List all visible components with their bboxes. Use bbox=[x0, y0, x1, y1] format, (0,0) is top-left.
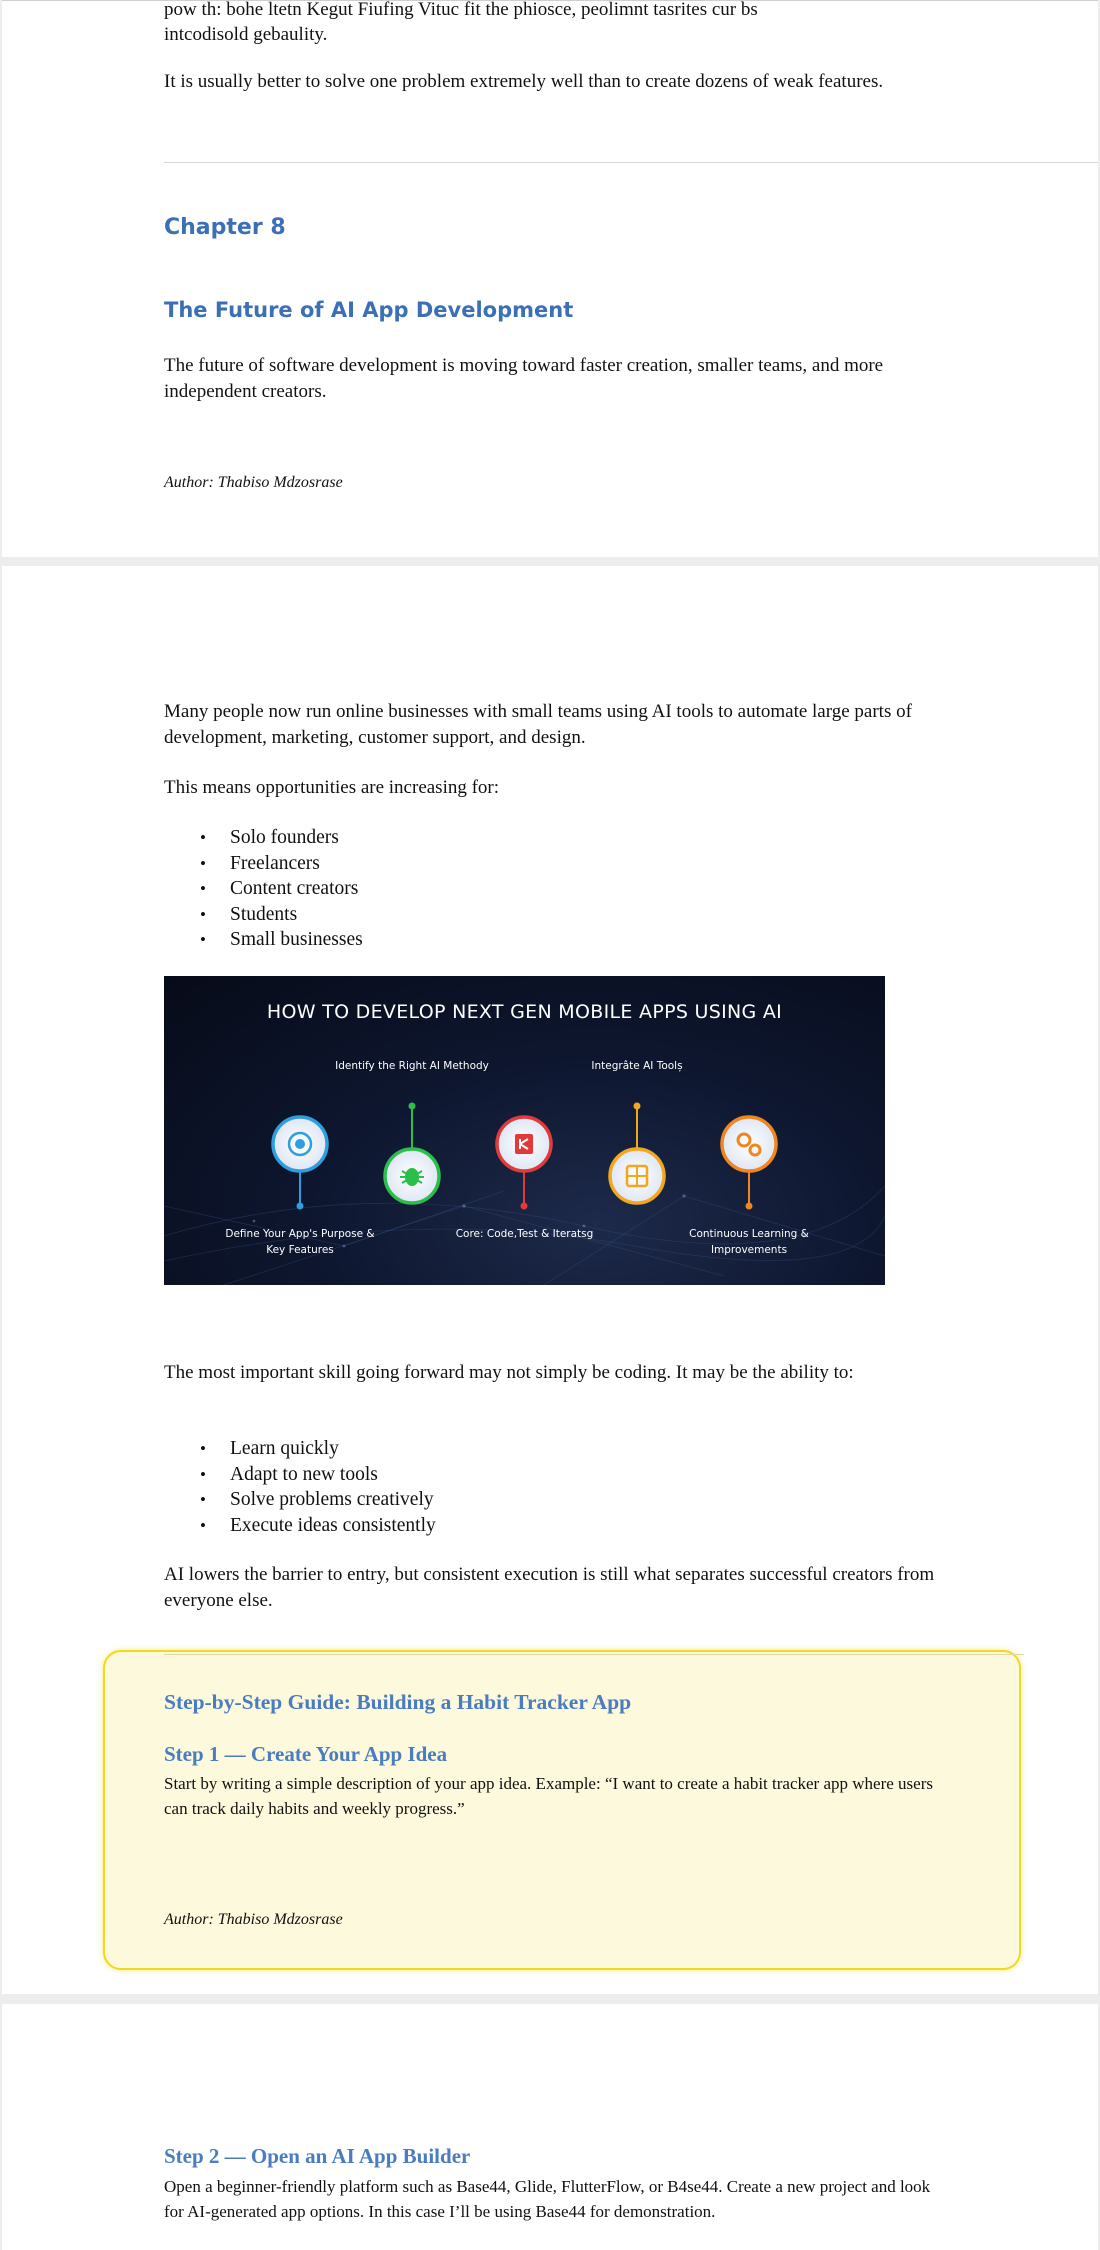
target-icon bbox=[273, 1117, 327, 1171]
banner-label-continuous: Continuous Learning & Improvements bbox=[689, 1228, 809, 1256]
page-2 bbox=[2, 566, 1098, 1994]
paragraph-opportunities: This means opportunities are increasing for: bbox=[164, 777, 500, 798]
step-2-title: Step 2 — Open an AI App Builder bbox=[164, 2144, 471, 2168]
page-3 bbox=[2, 2004, 1098, 2250]
list-item: • Learn quickly bbox=[164, 1436, 944, 1462]
callout-divider bbox=[164, 1654, 1024, 1655]
list-item: • Content creators bbox=[164, 876, 944, 902]
step-2-text: Open a beginner-friendly platform such as Base44, Glide, FlutterFlow, or B4se44. Create a new project and look for AI-generated app options. In this case I’ll be using Base44 for demonstration. bbox=[164, 2177, 931, 2221]
paragraph-ai-barrier: AI lowers the barrier to entry, but consistent execution is still what separates successful creators from everyone else. bbox=[164, 1564, 935, 1611]
garbled-text bbox=[164, 0, 944, 47]
ai-apps-banner bbox=[164, 976, 885, 1285]
step-1-title: Step 1 — Create Your App Idea bbox=[164, 1742, 448, 1766]
bug-icon bbox=[385, 1149, 439, 1203]
paragraph-future: The future of software development is moving toward faster creation, smaller teams, and more independent creators. bbox=[164, 355, 884, 402]
guide-author-line: Author: Thabiso Mdzosrase bbox=[164, 1911, 343, 1928]
garbled-line: pow th: bohe ltetn Kegut Fiufing Vituc fit the phiosce, peolimnt tasrites cur bs bbox=[164, 0, 758, 20]
list-item: • Small businesses bbox=[164, 927, 944, 953]
author-line: Author: Thabiso Mdzosrase bbox=[164, 474, 343, 491]
guide-title: Step-by-Step Guide: Building a Habit Tracker App bbox=[164, 1690, 632, 1714]
tools-icon bbox=[610, 1149, 664, 1203]
code-icon bbox=[497, 1117, 551, 1171]
list-item: • Adapt to new tools bbox=[164, 1462, 944, 1488]
paragraph-online-business: Many people now run online businesses with small teams using AI tools to automate large parts of development, marketing, customer support, and design. bbox=[164, 701, 912, 748]
banner-label-core: Core: Code,Test & Iteratsg bbox=[455, 1228, 594, 1240]
banner-title: HOW TO DEVELOP NEXT GEN MOBILE APPS USING AI bbox=[266, 1001, 783, 1023]
list-item: • Solo founders bbox=[164, 825, 944, 851]
divider bbox=[164, 162, 1098, 163]
chapter-title: The Future of AI App Development bbox=[164, 298, 574, 322]
list-item: • Students bbox=[164, 902, 944, 928]
list-item: • Freelancers bbox=[164, 851, 944, 877]
banner-label-identify: Identify the Right AI Methody bbox=[335, 1060, 489, 1072]
page-1 bbox=[2, 0, 1098, 557]
banner-label-integrate: Integrâte AI Toolș bbox=[591, 1060, 683, 1072]
garbled-line: intcodisold gebaulity. bbox=[164, 24, 328, 45]
paragraph-important-skill: The most important skill going forward may not simply be coding. It may be the ability to: bbox=[164, 1362, 854, 1383]
opportunities-list bbox=[164, 825, 944, 953]
gears-icon bbox=[722, 1117, 776, 1171]
list-item: • Solve problems creatively bbox=[164, 1487, 944, 1513]
banner-label-define: Define Your App's Purpose & Key Features bbox=[225, 1228, 375, 1256]
step-1-text: Start by writing a simple description of your app idea. Example: “I want to create a habit tracker app where users can track daily habits and weekly progress.” bbox=[164, 1774, 933, 1818]
skills-list bbox=[164, 1436, 944, 1538]
list-item: • Execute ideas consistently bbox=[164, 1513, 944, 1539]
chapter-label: Chapter 8 bbox=[164, 215, 286, 240]
paragraph-solve-problem: It is usually better to solve one problem extremely well than to create dozens of weak features. bbox=[164, 71, 884, 92]
